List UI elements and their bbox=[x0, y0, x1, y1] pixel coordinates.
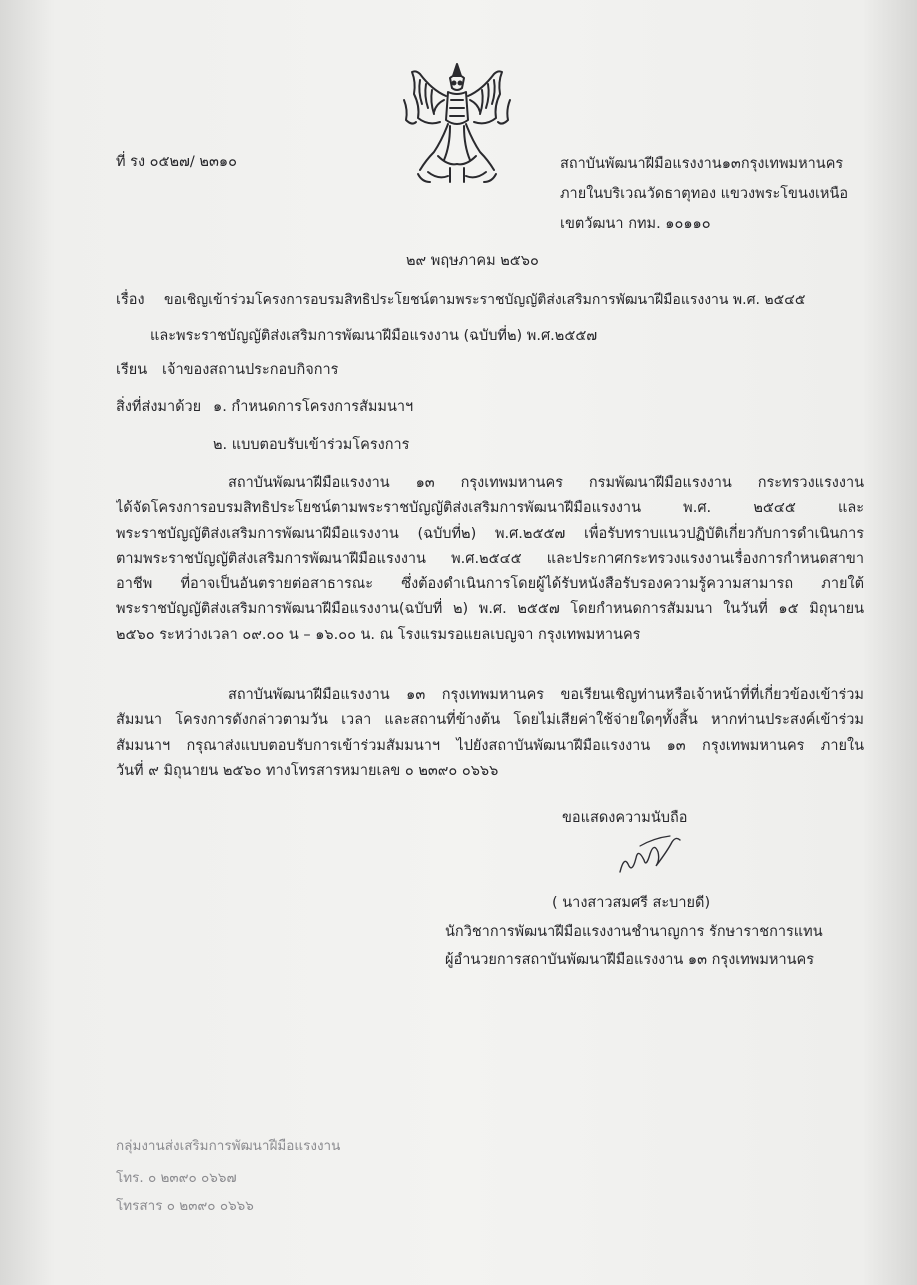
paragraph-2-line: สัมมนา โครงการดังกล่าวตามวัน เวลา และสถานที่ข้างต้น โดยไม่เสียค่าใช้จ่ายใดๆทั้งสิ้น หากท่านประสงค์เข้าร่วม bbox=[116, 712, 864, 729]
enclosure-item-2: ๒. แบบตอบรับเข้าร่วมโครงการ bbox=[213, 437, 410, 453]
footer-phone: โทร. ๐ ๒๓๙๐ ๐๖๖๗ bbox=[116, 1170, 237, 1186]
footer-department: กลุ่มงานส่งเสริมการพัฒนาฝีมือแรงงาน bbox=[116, 1138, 341, 1154]
signer-position-line-2: ผู้อำนวยการสถาบันพัฒนาฝีมือแรงงาน ๑๓ กรุงเทพมหานคร bbox=[445, 952, 815, 968]
letter-date: ๒๙ พฤษภาคม ๒๕๖๐ bbox=[406, 253, 539, 269]
enclosures-label: สิ่งที่ส่งมาด้วย bbox=[116, 399, 202, 415]
signer-position-line-1: นักวิชาการพัฒนาฝีมือแรงงานชำนาญการ รักษาราชการแทน bbox=[445, 924, 823, 940]
document-number: ที่ รง ๐๕๒๗/ ๒๓๑๐ bbox=[116, 154, 237, 170]
footer-fax: โทรสาร ๐ ๒๓๙๐ ๐๖๖๖ bbox=[116, 1198, 254, 1214]
subject-line-2: และพระราชบัญญัติส่งเสริมการพัฒนาฝีมือแรงงาน (ฉบับที่๒) พ.ศ.๒๕๕๗ bbox=[150, 328, 598, 344]
paragraph-1-line: พระราชบัญญัติส่งเสริมการพัฒนาฝีมือแรงงาน(ฉบับที่ ๒) พ.ศ. ๒๕๕๗ โดยกำหนดการสัมมนา ในวันที่ ๑๕ มิถุนายน bbox=[116, 601, 864, 618]
sender-address-line-3: เขตวัฒนา กทม. ๑๐๑๑๐ bbox=[560, 216, 711, 232]
garuda-emblem-icon bbox=[398, 60, 516, 188]
sender-address-line-2: ภายในบริเวณวัดธาตุทอง แขวงพระโขนงเหนือ bbox=[560, 186, 849, 202]
closing-salutation: ขอแสดงความนับถือ bbox=[562, 810, 688, 826]
body-paragraph-2 bbox=[116, 683, 864, 784]
subject-label: เรื่อง bbox=[116, 292, 145, 308]
paragraph-1-line: ตามพระราชบัญญัติส่งเสริมการพัฒนาฝีมือแรงงาน พ.ศ.๒๕๔๕ และประกาศกระทรวงแรงงานเรื่องการกำหนดสาขา bbox=[116, 550, 864, 567]
sender-address-line-1: สถาบันพัฒนาฝีมือแรงงาน๑๓กรุงเทพมหานคร bbox=[560, 156, 844, 172]
recipient-label: เรียน bbox=[116, 362, 148, 378]
recipient-value: เจ้าของสถานประกอบกิจการ bbox=[162, 362, 339, 378]
paragraph-1-line: พระราชบัญญัติส่งเสริมการพัฒนาฝีมือแรงงาน (ฉบับที่๒) พ.ศ.๒๕๕๗ เพื่อรับทราบแนวปฏิบัติเกี่ยวกับการดำเนินการ bbox=[116, 525, 864, 542]
paragraph-1-line: อาชีพ ที่อาจเป็นอันตรายต่อสาธารณะ ซึ่งต้องดำเนินการโดยผู้ได้รับหนังสือรับรองความรู้ความสามารถ ภายใต้ bbox=[116, 576, 864, 593]
subject-line-1: ขอเชิญเข้าร่วมโครงการอบรมสิทธิประโยชน์ตามพระราชบัญญัติส่งเสริมการพัฒนาฝีมือแรงงาน พ.ศ. ๒๕๔๕ bbox=[164, 292, 806, 308]
signer-name: ( นางสาวสมศรี สะบายดี) bbox=[552, 895, 711, 911]
enclosure-item-1: ๑. กำหนดการโครงการสัมมนาฯ bbox=[213, 399, 414, 415]
handwritten-signature bbox=[610, 828, 690, 878]
paragraph-2-line: วันที่ ๙ มิถุนายน ๒๕๖๐ ทางโทรสารหมายเลข ๐ ๒๓๙๐ ๐๖๖๖ bbox=[116, 762, 499, 779]
paragraph-1-line: ๒๕๖๐ ระหว่างเวลา ๐๙.๐๐ น – ๑๖.๐๐ น. ณ โรงแรมรอแยลเบญจา กรุงเทพมหานคร bbox=[116, 626, 641, 643]
paragraph-1-line: สถาบันพัฒนาฝีมือแรงงาน ๑๓ กรุงเทพมหานคร กรมพัฒนาฝีมือแรงงาน กระทรวงแรงงาน bbox=[228, 475, 864, 491]
paragraph-2-line: สัมมนาฯ กรุณาส่งแบบตอบรับการเข้าร่วมสัมมนาฯ ไปยังสถาบันพัฒนาฝีมือแรงงาน ๑๓ กรุงเทพมหานคร ภายใน bbox=[116, 737, 864, 754]
body-paragraph-1 bbox=[116, 471, 864, 648]
paragraph-1-line: ได้จัดโครงการอบรมสิทธิประโยชน์ตามพระราชบัญญัติส่งเสริมการพัฒนาฝีมือแรงงาน พ.ศ. ๒๕๔๕ และ bbox=[116, 500, 864, 517]
paragraph-2-line: สถาบันพัฒนาฝีมือแรงงาน ๑๓ กรุงเทพมหานคร ขอเรียนเชิญท่านหรือเจ้าหน้าที่ที่เกี่ยวข้องเข้าร่วม bbox=[228, 687, 864, 703]
